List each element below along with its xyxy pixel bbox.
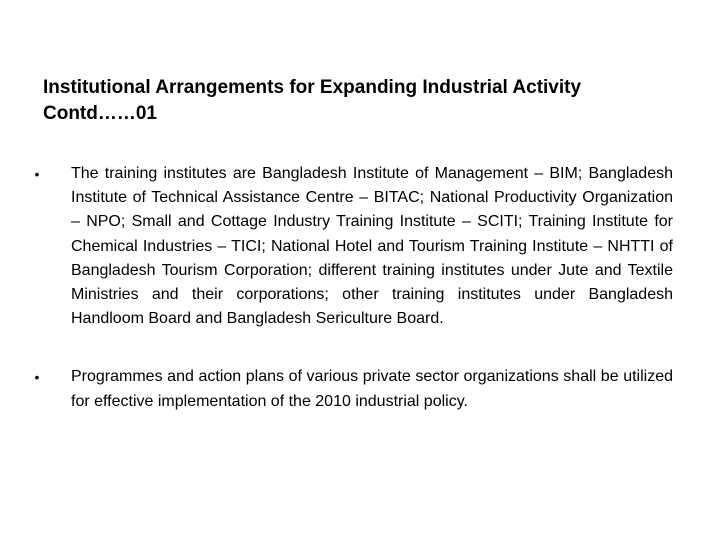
bullet-text: The training institutes are Bangladesh Institute of Management – BIM; Bangladesh Institute of Technical Assistance Centre – BITAC; National Productivity Organization – NPO; Small and Cottage Industry Training Institute – SCITI; Training Institute for Chemical Industries – TICI; National Hotel and Tourism Training Institute – NHTTI of Bangladesh Tourism Corporation; different training institutes under Jute and Textile Ministries and their corporations; other training institutes under Bangladesh Handloom Board and Bangladesh Sericulture Board. [71,165,673,328]
bullet-list [30,162,673,414]
bullet-item-private-sector [30,365,673,413]
bullet-item-training-institutes [30,162,673,331]
bullet-text: Programmes and action plans of various private sector organizations shall be utilized for effective implementation of the 2010 industrial policy. [71,368,673,410]
title-line-2: Contd……01 [43,103,157,124]
title-line-1: Institutional Arrangements for Expanding Industrial Activity [43,77,582,98]
bullet-marker-icon: • [34,166,40,182]
bullet-marker-icon: • [34,369,40,386]
slide-title [43,75,683,127]
